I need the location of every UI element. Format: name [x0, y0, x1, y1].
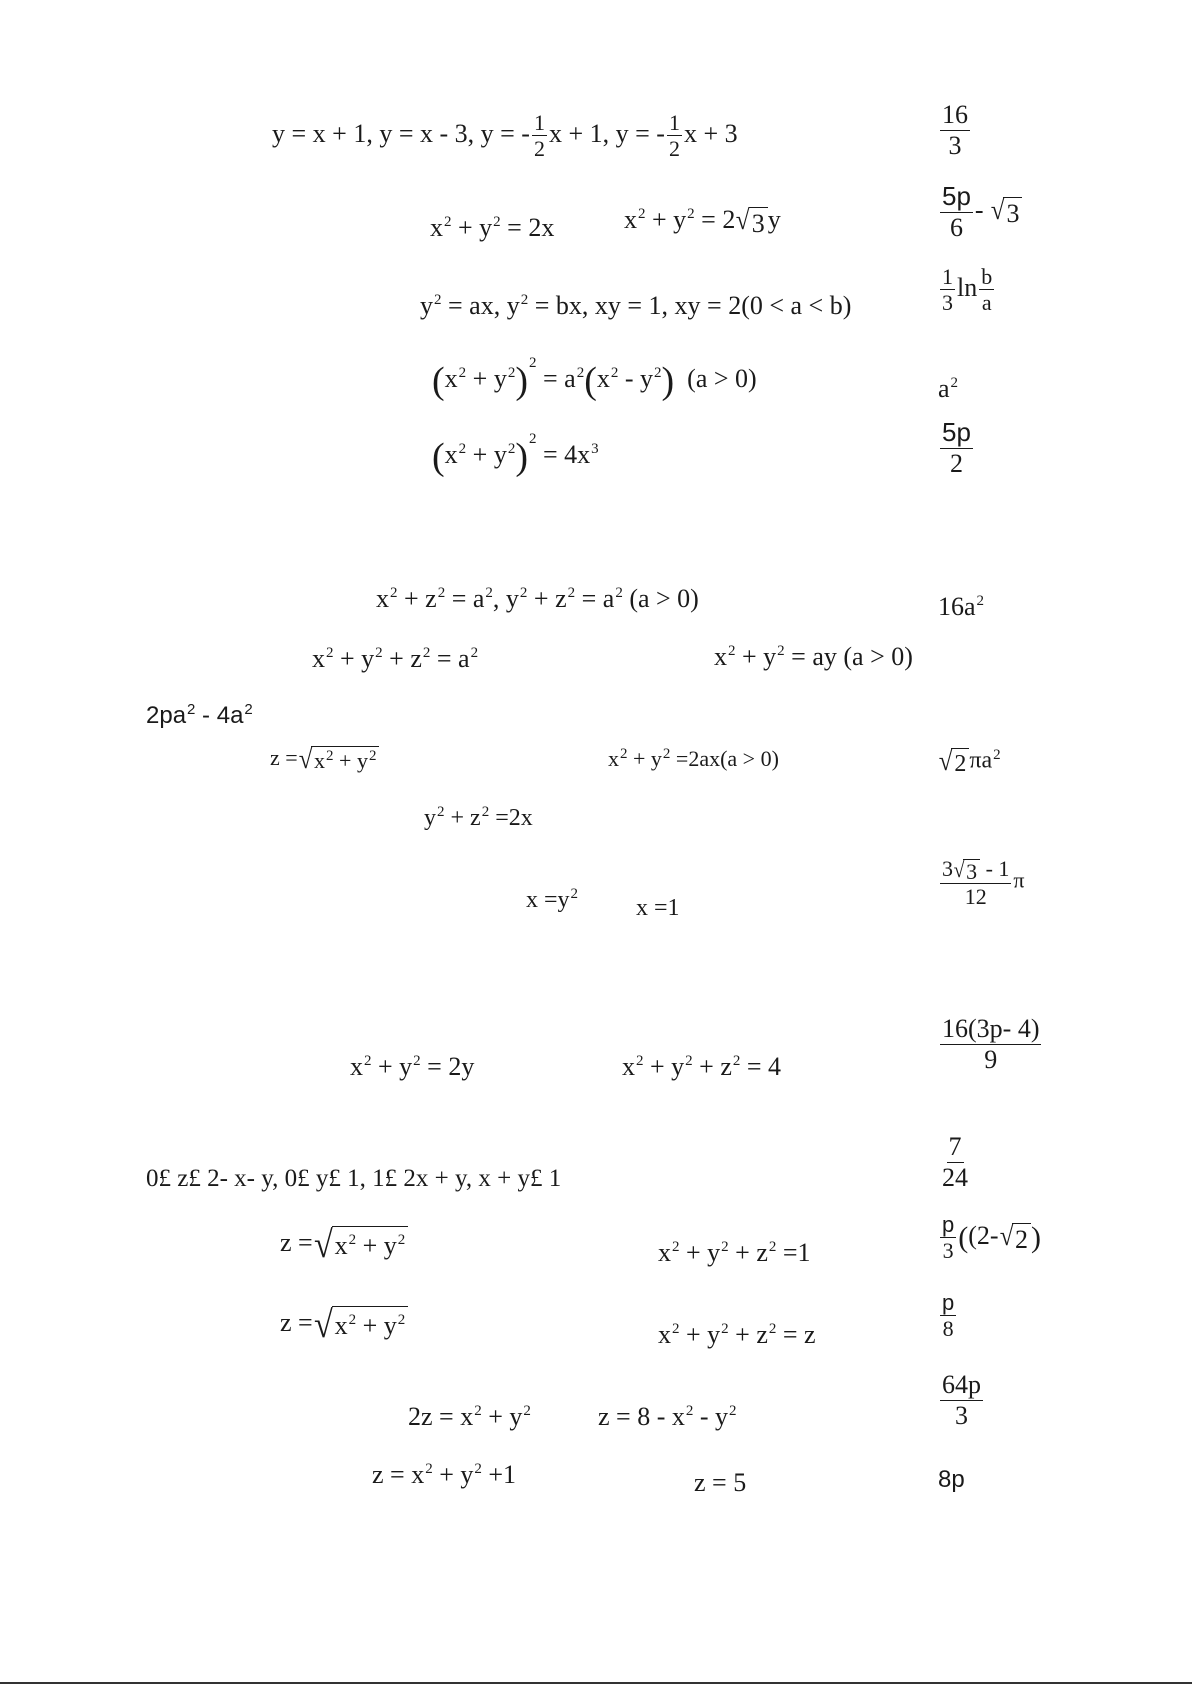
- eq-text: - y: [693, 1402, 729, 1431]
- exponent: 2: [638, 206, 646, 223]
- exponent: 2: [364, 1053, 372, 1070]
- eq-text: + y: [481, 1402, 523, 1431]
- equation-sphere: [312, 646, 478, 672]
- exponent: 2: [437, 585, 446, 602]
- answer: [938, 1212, 1041, 1264]
- numerator: 16(3p- 4): [942, 1014, 1040, 1043]
- eq-text: x: [624, 205, 637, 234]
- eq-text: = a: [575, 584, 615, 613]
- eq-text: + y: [451, 213, 493, 242]
- exponent: 2: [485, 585, 493, 602]
- exponent: 2: [390, 585, 398, 602]
- eq-text: + y: [371, 1052, 413, 1081]
- answer: [938, 1370, 985, 1431]
- exponent: 2: [326, 747, 334, 764]
- answer: [938, 418, 975, 479]
- exponent: 2: [470, 645, 479, 662]
- equation-cylinder: [350, 1054, 474, 1080]
- fraction: [667, 110, 682, 162]
- answer: [938, 856, 1025, 909]
- exponent: 2: [950, 375, 959, 392]
- answer: [146, 701, 253, 729]
- eq-text: π: [1013, 867, 1025, 893]
- eq-text: = bx, xy = 1, xy = 2(0 < a < b): [528, 291, 852, 320]
- eq-text: 3: [942, 856, 953, 881]
- eq-text: 0£ z£ 2- x- y, 0£ y£ 1, 1£ 2x + y, x + y£ 1: [146, 1165, 562, 1192]
- radicand: 3: [749, 207, 768, 237]
- numerator: 5p: [942, 417, 971, 447]
- exponent: 2: [654, 365, 662, 382]
- exponent: 2: [422, 645, 431, 662]
- answer: [938, 264, 996, 316]
- equation-inequalities: [146, 1166, 561, 1191]
- exponent: 2: [481, 804, 490, 820]
- eq-text: z =: [280, 1227, 313, 1257]
- eq-text: 2z = x: [408, 1402, 474, 1431]
- exponent: 2: [326, 645, 334, 662]
- eq-text: = ax, y: [441, 291, 520, 320]
- exponent: 2: [576, 365, 585, 382]
- denominator: 9: [984, 1044, 998, 1074]
- answer: [938, 376, 958, 402]
- exponent: 2: [687, 206, 695, 223]
- equation-paraboloid: [598, 1404, 737, 1430]
- exponent: 2: [976, 593, 985, 610]
- exponent: 2: [413, 1053, 421, 1070]
- eq-text: + y: [333, 644, 375, 673]
- fraction: [940, 1212, 956, 1264]
- radical-sign: √: [953, 856, 965, 882]
- answer: [938, 182, 1022, 243]
- exponent: 2: [458, 441, 467, 458]
- fraction: [940, 264, 955, 316]
- equation-paraboloid: [424, 806, 533, 830]
- fraction: [532, 110, 547, 162]
- eq-text: =2ax(a > 0): [670, 746, 779, 771]
- eq-text: x =y: [526, 887, 570, 913]
- eq-text: 8p: [938, 1466, 965, 1493]
- eq-text: =2x: [489, 805, 533, 831]
- equation-sphere: [658, 1240, 811, 1266]
- fraction: [940, 418, 973, 479]
- equation-circle-1: [430, 215, 554, 241]
- eq-text: , y: [492, 584, 519, 613]
- eq-text: + y: [645, 205, 687, 234]
- eq-text: x: [658, 1320, 671, 1349]
- eq-text: + z: [382, 644, 422, 673]
- exponent: 2: [528, 431, 537, 448]
- exponent: 2: [768, 1321, 777, 1338]
- eq-text: + y: [466, 439, 507, 469]
- eq-text: x: [622, 1052, 635, 1081]
- eq-text: + z: [444, 805, 481, 831]
- eq-text: = 4x: [536, 439, 591, 469]
- bottom-rule: [0, 1682, 1192, 1684]
- radicand: 3: [963, 859, 980, 883]
- eq-text: + z: [728, 1238, 768, 1267]
- eq-text: + y: [356, 1231, 397, 1260]
- exponent: 2: [567, 585, 576, 602]
- eq-text: z = 5: [694, 1468, 747, 1497]
- equation-paraboloid: [372, 1462, 516, 1488]
- radical-sign: √: [938, 746, 953, 777]
- exponent: 2: [520, 292, 529, 309]
- denominator: 12: [964, 883, 987, 909]
- eq-text: x: [714, 642, 727, 671]
- radical: [298, 746, 380, 774]
- eq-text: y: [420, 291, 433, 320]
- eq-text: + z: [692, 1052, 732, 1081]
- answer: [938, 1468, 965, 1492]
- paren: (: [432, 436, 445, 478]
- fraction: [940, 100, 970, 161]
- radical: [999, 1220, 1031, 1254]
- eq-text: - 1: [980, 856, 1010, 881]
- exponent: 2: [434, 292, 442, 309]
- equation-paraboloid: [408, 1404, 531, 1430]
- equation-sphere: [622, 1054, 781, 1080]
- radical-sign: √: [990, 195, 1005, 227]
- exponent: 2: [425, 1461, 433, 1478]
- equation-cylinders: [376, 586, 699, 612]
- exponent: 2: [570, 886, 579, 902]
- eq-text: x: [430, 213, 443, 242]
- eq-text: x: [444, 439, 458, 469]
- denominator: 2: [668, 136, 680, 162]
- numerator: b: [981, 264, 993, 289]
- fraction: [940, 856, 1011, 909]
- denominator: 6: [949, 212, 963, 242]
- eq-text: x: [596, 363, 610, 393]
- eq-text: = a: [445, 584, 485, 613]
- denominator: a: [981, 290, 992, 316]
- exponent: 2: [244, 701, 253, 718]
- radicand: [332, 1226, 409, 1264]
- eq-text: = 4: [740, 1052, 782, 1081]
- exponent: 2: [437, 804, 445, 820]
- answer: [938, 1132, 972, 1193]
- eq-text: + y: [679, 1320, 721, 1349]
- exponent: 2: [732, 1053, 741, 1070]
- paren: (: [958, 1220, 969, 1254]
- exponent: 2: [368, 747, 377, 764]
- radical: [313, 1226, 409, 1264]
- eq-text: + z: [728, 1320, 768, 1349]
- eq-text: + y: [627, 746, 662, 771]
- equation-cone: [280, 1306, 408, 1344]
- exponent: 2: [615, 585, 623, 602]
- equation-curves: [420, 293, 851, 319]
- equation-circle-2: [624, 207, 781, 237]
- eq-text: 2pa: [146, 702, 187, 729]
- exponent: 2: [458, 365, 467, 382]
- answer: [938, 748, 1001, 776]
- denominator: 2: [949, 448, 963, 478]
- equation-plane: [694, 1470, 746, 1496]
- exponent: 2: [474, 1403, 482, 1420]
- numerator: 64p: [942, 1370, 981, 1399]
- equation-curve: [432, 431, 599, 478]
- fraction: [940, 1132, 970, 1193]
- exponent: 2: [507, 441, 516, 458]
- numerator: 1: [668, 110, 680, 135]
- equation-cylinder: [714, 644, 913, 670]
- exponent: 2: [187, 701, 196, 718]
- eq-text: = 2x: [500, 213, 555, 242]
- eq-text: a: [938, 374, 950, 403]
- fraction: [940, 182, 973, 243]
- eq-text: (2-: [968, 1220, 999, 1250]
- eq-text: x: [658, 1238, 671, 1267]
- denominator: 3: [942, 1238, 954, 1264]
- eq-text: z =: [270, 745, 298, 771]
- equation-sphere: [658, 1322, 816, 1348]
- eq-text: + y: [679, 1238, 721, 1267]
- exponent: 2: [636, 1053, 644, 1070]
- answer: [938, 1014, 1043, 1075]
- eq-text: z = x: [372, 1460, 425, 1489]
- exponent: 2: [348, 1312, 357, 1329]
- eq-text: + z: [397, 584, 437, 613]
- denominator: 3: [948, 130, 962, 160]
- denominator: 3: [955, 1400, 968, 1430]
- eq-text: + y: [356, 1311, 397, 1340]
- exponent: 2: [620, 745, 628, 762]
- fraction: [940, 1370, 983, 1431]
- exponent: 3: [591, 441, 599, 458]
- numerator: 1: [942, 264, 953, 289]
- denominator: 2: [533, 136, 545, 162]
- paren: (: [584, 360, 597, 402]
- radicand: 2: [1012, 1223, 1031, 1253]
- eq-text: x: [376, 584, 389, 613]
- radicand: 3: [1003, 197, 1022, 227]
- exponent: 2: [662, 745, 671, 762]
- eq-text: x: [334, 1311, 348, 1340]
- exponent: 2: [507, 365, 516, 382]
- radicand: 2: [951, 748, 969, 776]
- denominator: 3: [942, 290, 953, 316]
- eq-text: y: [424, 805, 436, 831]
- denominator: 24: [942, 1162, 968, 1192]
- answer: [938, 1290, 958, 1342]
- fraction: [979, 264, 994, 316]
- eq-text: + y: [432, 1460, 474, 1489]
- radical-sign: √: [313, 1304, 333, 1346]
- eq-text: x: [334, 1231, 348, 1260]
- exponent: 2: [672, 1239, 680, 1256]
- radical-sign: √: [999, 1220, 1014, 1252]
- radicand: [311, 746, 379, 774]
- radicand: [332, 1306, 409, 1344]
- answer: [938, 594, 984, 620]
- eq-text: - 4a: [195, 702, 244, 729]
- paren: ): [661, 360, 675, 402]
- exponent: 2: [397, 1232, 406, 1249]
- eq-text: +1: [481, 1460, 517, 1489]
- exponent: 2: [528, 355, 537, 372]
- eq-text: z =: [280, 1307, 313, 1337]
- exponent: 2: [729, 1403, 737, 1420]
- eq-text: x: [350, 1052, 363, 1081]
- eq-text: x: [314, 748, 326, 773]
- eq-text: πa: [969, 747, 993, 774]
- radical-sign: √: [313, 1224, 333, 1266]
- radical: [938, 748, 969, 776]
- radical: [990, 197, 1022, 227]
- exponent: 2: [685, 1403, 694, 1420]
- paren: ): [515, 436, 528, 478]
- exponent: 2: [777, 643, 785, 660]
- numerator: p: [942, 1212, 955, 1237]
- answer: [938, 100, 972, 161]
- numerator: p: [942, 1290, 955, 1315]
- exponent: 2: [397, 1312, 406, 1329]
- equation-cylinder: [608, 745, 779, 771]
- paren: ): [515, 360, 528, 402]
- eq-text: + z: [527, 584, 567, 613]
- exponent: 2: [474, 1461, 482, 1478]
- equation-parabola: [526, 888, 578, 912]
- eq-text: (a > 0): [687, 363, 757, 393]
- eq-text: y: [767, 205, 781, 234]
- eq-text: =1: [776, 1238, 811, 1267]
- paren: (: [432, 360, 445, 402]
- eq-text: x: [608, 746, 619, 771]
- eq-text: x: [444, 363, 458, 393]
- eq-text: = z: [776, 1320, 816, 1349]
- eq-text: x + 3: [683, 118, 738, 148]
- fraction: [940, 1014, 1041, 1075]
- radical: [735, 207, 767, 237]
- eq-text: x + 1, y = -: [548, 118, 665, 148]
- equation-cone: [270, 746, 379, 774]
- eq-text: (a > 0): [622, 584, 699, 613]
- eq-text: -: [974, 195, 984, 225]
- fraction: [940, 1290, 956, 1342]
- radical-sign: √: [298, 744, 313, 775]
- exponent: 2: [685, 1053, 693, 1070]
- numerator: 1: [533, 110, 545, 135]
- equation-lines: [272, 110, 738, 162]
- eq-text: = 2: [694, 205, 736, 234]
- paren: ): [1030, 1220, 1041, 1254]
- equation-lemniscate: [432, 355, 757, 402]
- equation-cone: [280, 1226, 408, 1264]
- numerator: 16: [942, 100, 968, 129]
- eq-text: + y: [643, 1052, 685, 1081]
- eq-text: y = x + 1, y = x - 3, y = -: [272, 118, 530, 148]
- eq-text: - y: [618, 363, 654, 393]
- denominator: 8: [942, 1316, 954, 1342]
- exponent: 2: [721, 1321, 729, 1338]
- exponent: 2: [993, 746, 1001, 763]
- numerator: [940, 856, 1011, 884]
- numerator: 5p: [942, 181, 971, 211]
- eq-text: x =1: [636, 895, 680, 921]
- radical: [313, 1306, 409, 1344]
- eq-text: z = 8 - x: [598, 1402, 685, 1431]
- eq-text: ln: [957, 272, 978, 302]
- exponent: 2: [375, 645, 383, 662]
- numerator: 7: [948, 1132, 962, 1161]
- exponent: 2: [768, 1239, 777, 1256]
- exponent: 2: [523, 1403, 531, 1420]
- exponent: 2: [493, 214, 501, 231]
- eq-text: 16a: [938, 592, 976, 621]
- eq-text: = 2y: [420, 1052, 475, 1081]
- exponent: 2: [721, 1239, 729, 1256]
- exponent: 2: [444, 214, 452, 231]
- exponent: 2: [348, 1232, 357, 1249]
- radical-sign: √: [736, 205, 750, 237]
- eq-text: + y: [333, 748, 368, 773]
- eq-text: = ay (a > 0): [784, 642, 913, 671]
- equation-line: [636, 896, 680, 920]
- eq-text: x: [312, 644, 325, 673]
- exponent: 2: [610, 365, 619, 382]
- exponent: 2: [672, 1321, 680, 1338]
- eq-text: = a: [536, 363, 576, 393]
- exponent: 2: [519, 585, 528, 602]
- exponent: 2: [728, 643, 736, 660]
- eq-text: = a: [430, 644, 470, 673]
- eq-text: + y: [735, 642, 777, 671]
- radical: [953, 856, 980, 884]
- eq-text: + y: [466, 363, 507, 393]
